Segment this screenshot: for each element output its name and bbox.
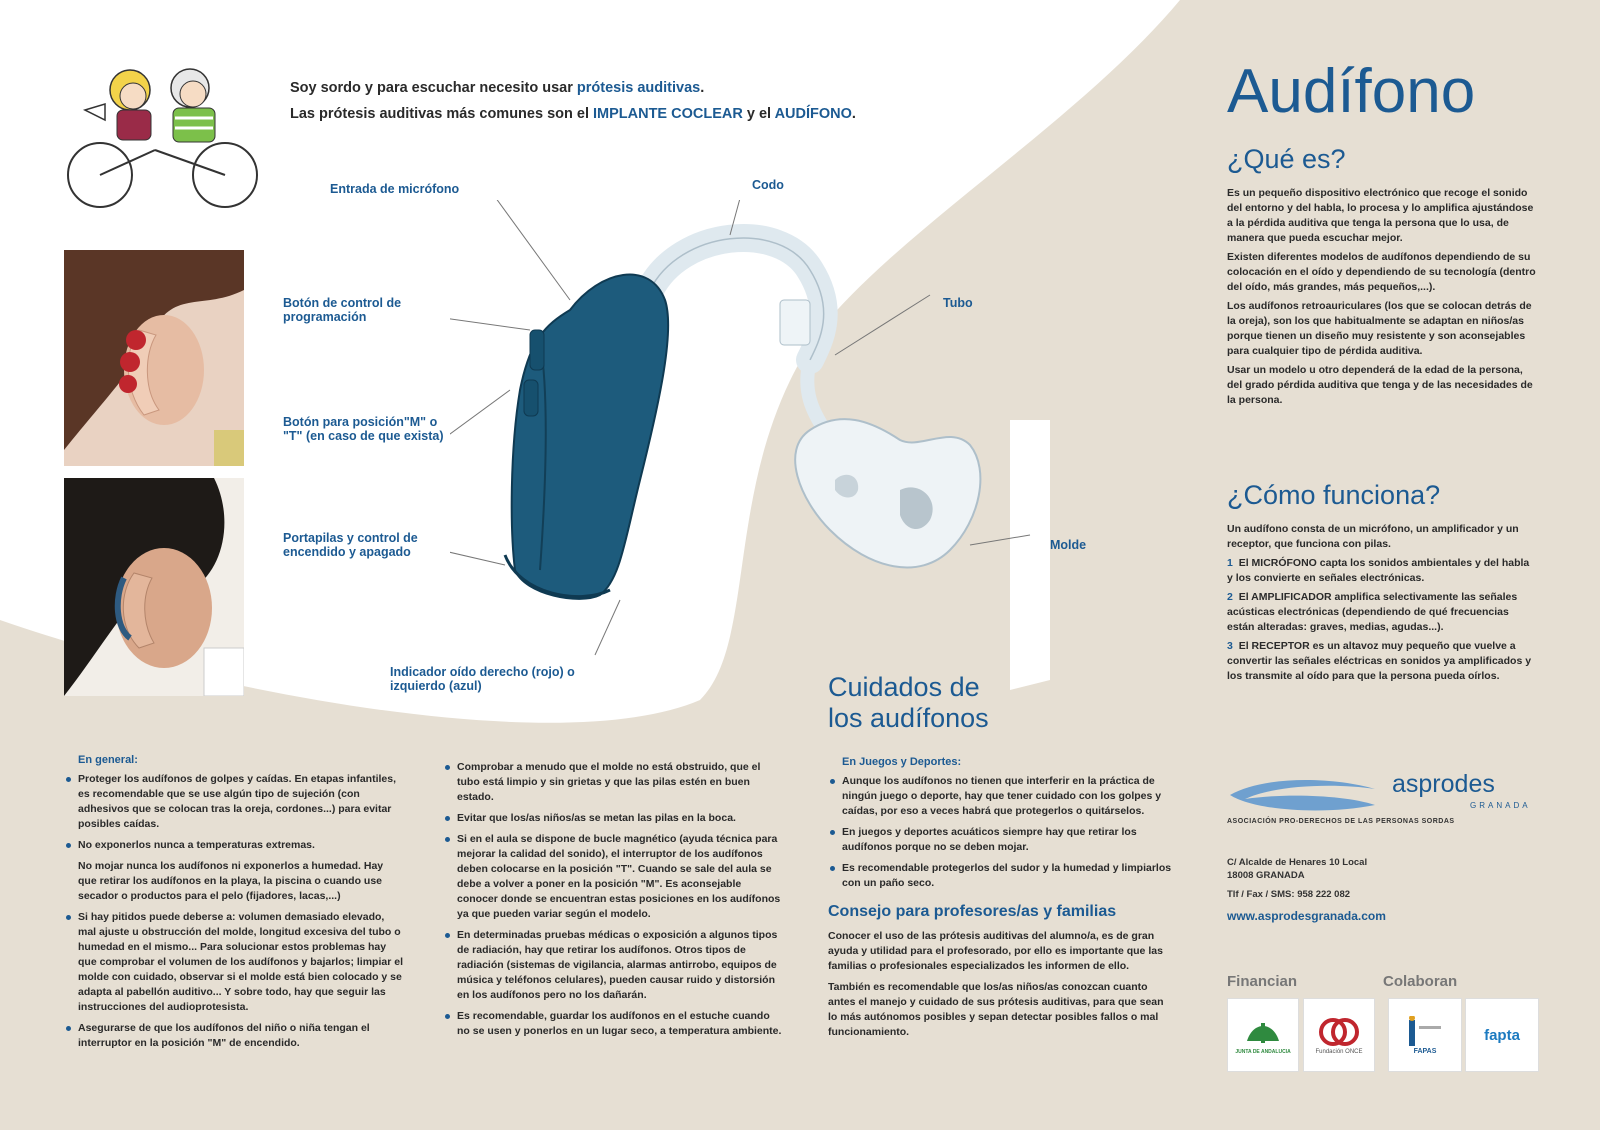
- list-item: Evitar que los/as niños/as se metan las pilas en la boca.: [443, 811, 783, 826]
- label-indicador: Indicador oído derecho (rojo) o izquierdo (azul): [390, 665, 575, 693]
- list-item: Asegurarse de que los audífonos del niño o niña tengan el interruptor en la posición "M" de encendido.: [64, 1021, 404, 1051]
- list-item: Si hay pitidos puede deberse a: volumen demasiado elevado, mal ajuste u obstrucción del molde, longitud excesiva del tubo o humedad en el mismo... Para solucionar estos problemas hay que comprobar el volumen de los audífonos y bajarlos; limpiar el molde con cuidado, observar si el molde está bien colocado y se adapta al pabellón auditivo... Y sobre todo, hay que seguir las instrucciones del audioprotesista.: [64, 910, 404, 1015]
- como-heading: ¿Cómo funciona?: [1227, 480, 1441, 510]
- list-item: Proteger los audífonos de golpes y caídas. En etapas infantiles, es recomendable que se use algún tipo de sujeción (con adhesivos que se colocan tras la oreja, cordones...) para evitar posibles caídas.: [64, 772, 404, 832]
- label-mic: Entrada de micrófono: [330, 182, 460, 196]
- list-item: En determinadas pruebas médicas o exposición a algunos tipos de radiación, hay que retirar los audífonos. Otros tipos de radiación (sistemas de vigilancia, alarmas antirrobo, equipos de música y teléfonos celulares), pueden causar ruido y distorsión en los audífonos pero no los dañarán.: [443, 928, 783, 1003]
- label-molde: Molde: [1050, 538, 1087, 552]
- consejo-heading: Consejo para profesores/as y familias: [828, 903, 1117, 920]
- list-item: No exponerlos nunca a temperaturas extremas.: [64, 838, 404, 853]
- financian-label: Financian: [1227, 973, 1298, 990]
- photo-boy-ear: [64, 478, 244, 696]
- label-mt: Botón para posición"M" o "T" (en caso de que exista): [283, 415, 444, 443]
- asprodes-fullname: ASOCIACIÓN PRO-DERECHOS DE LAS PERSONAS SORDAS: [1227, 818, 1455, 825]
- intro-line-2: Las prótesis auditivas más comunes son el IMPLANTE COCLEAR y el AUDÍFONO.: [290, 106, 856, 122]
- cuidados-col-3: En Juegos y Deportes: Aunque los audífonos no tienen que interferir en la práctica de ningún juego o deporte, hay que tener cuidado con los golpes y caídas, por eso a veces habrá que protegerlos o quitárselos. En juegos y deportes acuáticos siempre hay que retirar los audífonos porque no se deben mojar. Es recomendable protegerlos del sudor y la humedad y limpiarlos con un paño seco. Consejo para profesores/as y familias Conocer el uso de las prótesis auditivas del alumno/a, es de gran ayuda y utilidad para el profesorado, por ello es importante que las familias o profesionales especializados les informen de ello. También es recomendable que los/as niños/as conozcan cuanto antes el manejo y cuidado de sus prótesis auditivas, para que sean lo más autónomos posibles y sepan detectar posibles fallos o mal funcionamiento.: [828, 756, 1172, 1038]
- cuidados-col-2: [443, 760, 783, 1045]
- address-block: C/ Alcalde de Henares 10 Local 18008 GRANADA Tlf / Fax / SMS: 958 222 082: [1227, 857, 1368, 900]
- logo-fundacion-once: Fundación ONCE: [1303, 998, 1375, 1072]
- list-item: Si en el aula se dispone de bucle magnético (ayuda técnica para mejorar la calidad del sonido), el interruptor de los audífonos deben colocarse en la posición "T". Cuando se sale del aula se debe a volver a poner en la posición "M". Es aconsejable conocer donde se encuentran estas posiciones en los audífonos ya que pueden variar según el modelo.: [443, 832, 783, 922]
- general-list: [64, 772, 404, 853]
- logo-fapta: fapta: [1465, 998, 1539, 1072]
- logo-fapas: FAPAS: [1388, 998, 1462, 1072]
- asprodes-logo-swoosh: [1225, 775, 1385, 815]
- general-sub-note: No mojar nunca los audífonos ni exponerlos a humedad. Hay que retirar los audífonos en la playa, la piscina o cuando use secador o productos para el pelo (fijadores, lacas,...): [78, 860, 384, 902]
- list-item: Comprobar a menudo que el molde no está obstruido, que el tubo está limpio y sin grietas y que las pilas estén en buen estado.: [443, 760, 783, 805]
- cuidados-col-1: En general: Proteger los audífonos de golpes y caídas. En etapas infantiles, es recomendable que se use algún tipo de sujeción (con adhesivos que se colocan tras la oreja, cordones...) para evitar posibles caídas. No exponerlos nunca a temperaturas extremas. No mojar nunca los audífonos ni exponerlos a humedad. Hay que retirar los audífonos en la playa, la piscina o cuando use secador o productos para el pelo (fijadores, lacas,...) Si hay pitidos puede deberse a: volumen demasiado elevado, mal ajuste u obstrucción del molde, longitud excesiva del tubo o humedad en el mismo... Para solucionar estos problemas hay que comprobar el volumen de los audífonos y bajarlos; limpiar el molde con cuidado, observar si el molde está bien colocado y se adapta al pabellón auditivo... Y sobre todo, hay que seguir las instrucciones del audioprotesista. Asegurarse de que los audífonos del niño o niña tengan el interruptor en la posición "M" de encendido.: [64, 754, 404, 1057]
- label-pila: Portapilas y control de encendido y apagado: [283, 531, 418, 559]
- intro-line-1: Soy sordo y para escuchar necesito usar prótesis auditivas.: [290, 80, 705, 96]
- col2-list: [443, 760, 783, 1039]
- photo-girl-ear: [64, 250, 244, 466]
- consejo-p2: También es recomendable que los/as niños/as conozcan cuanto antes el manejo y cuidado de sus prótesis auditivas, para que sean lo más autónomos posibles y sepan detectar posibles fallos o mal funcionamiento.: [828, 981, 1164, 1038]
- cuidados-title: Cuidados de los audífonos: [828, 672, 989, 733]
- que-heading: ¿Qué es?: [1227, 144, 1346, 174]
- list-item: Es recomendable protegerlos del sudor y la humedad y limpiarlos con un paño seco.: [828, 861, 1173, 891]
- colaboran-label: Colaboran: [1383, 973, 1458, 990]
- website-link[interactable]: www.asprodesgranada.com: [1227, 909, 1386, 923]
- asprodes-city: GRANADA: [1470, 801, 1531, 810]
- list-item: Aunque los audífonos no tienen que interferir en la práctica de ningún juego o deporte, hay que tener cuidado con los golpes y caídas, por eso a veces habrá que protegerlos o quitárselos.: [828, 774, 1173, 819]
- asprodes-name: asprodes: [1392, 770, 1495, 798]
- list-item: En juegos y deportes acuáticos siempre hay que retirar los audífonos porque no se deben mojar.: [828, 825, 1173, 855]
- kids-bicycle-illustration: [55, 60, 265, 210]
- general-list-2: [64, 910, 404, 1051]
- page-title: Audífono: [1227, 57, 1476, 126]
- hearing-aid-diagram: [450, 200, 1070, 660]
- consejo-p1: Conocer el uso de las prótesis auditivas del alumno/a, es de gran ayuda y utilidad para el profesorado, por ello es importante que las familias o profesionales especializados les informen de ello.: [828, 930, 1163, 972]
- como-text: Un audífono consta de un micrófono, un amplificador y un receptor, que funciona con pilas. 1 El MICRÓFONO capta los sonidos ambientales y del habla y los convierte en señales electrónicas. 2 El AMPLIFICADOR amplifica selectivamente las señales acústicas electrónicas (dependiendo de qué frecuencias están alteradas: graves, medias, agudas...). 3 El RECEPTOR es un altavoz muy pequeño que vuelve a convertir las señales eléctricas en sonidos ya amplificados y los transmite al oído para que la persona pueda oírlos.: [1227, 523, 1532, 682]
- juegos-list: [828, 774, 1173, 891]
- list-item: Es recomendable, guardar los audífonos en el estuche cuando no se usen y ponerlos en un lugar seco, a temperatura ambiente.: [443, 1009, 783, 1039]
- logo-junta: JUNTA DE ANDALUCIA: [1227, 998, 1299, 1072]
- label-prog: Botón de control de programación: [283, 296, 402, 324]
- que-text: Es un pequeño dispositivo electrónico que recoge el sonido del entorno y del habla, lo procesa y lo amplifica ajustándose a la pérdida auditiva que tenga la persona que lo usa, de manera que pueda escuchar mejor. Existen diferentes modelos de audífonos dependiendo de su colocación en el oído y dependiendo de su tecnología (dentro del oído, más grandes, más pequeños,...). Los audífonos retroauriculares (los que se colocan detrás de la oreja), son los que habitualmente se adaptan en niños/as porque tienen un diseño muy resistente y son aconsejables para cualquier tipo de pérdida auditiva. Usar un modelo u otro dependerá de la edad de la persona, del grado pérdida auditiva que tenga y de las necesidades de la persona.: [1227, 187, 1536, 406]
- label-tubo: Tubo: [943, 296, 973, 310]
- label-codo: Codo: [752, 178, 784, 192]
